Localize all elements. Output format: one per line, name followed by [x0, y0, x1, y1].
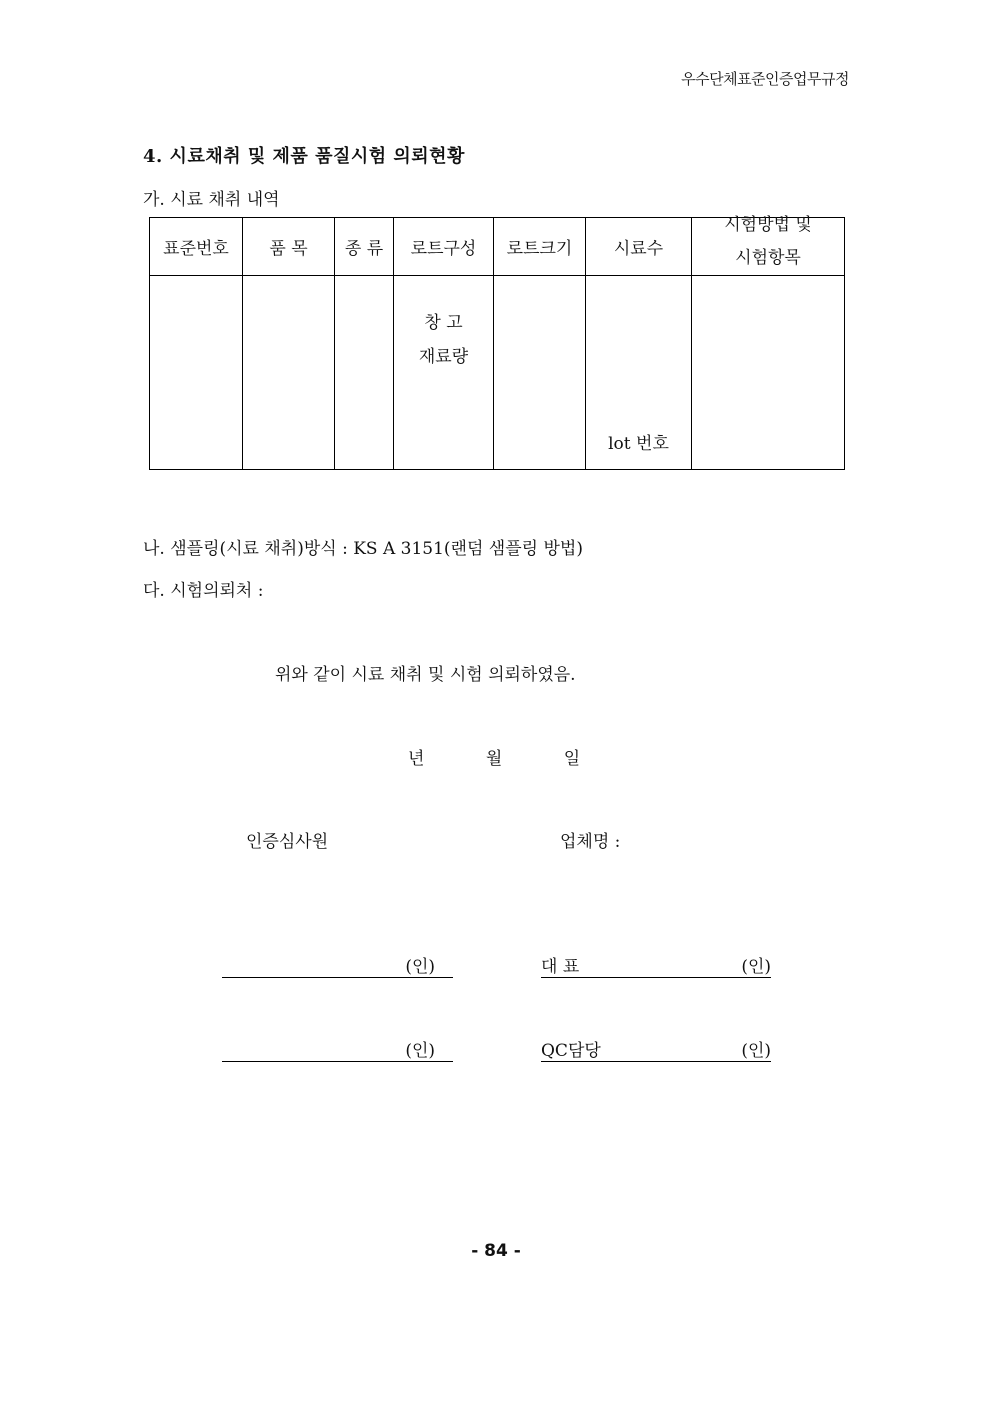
inspector-label: 인증심사원: [246, 832, 329, 852]
qc-manager-label: QC담당: [541, 1041, 601, 1061]
date-month: 월: [485, 749, 503, 769]
representative-label: 대 표: [541, 957, 580, 977]
lot-composition-line1: 창 고: [424, 313, 463, 333]
date-line: [408, 744, 580, 769]
sample-table: [149, 214, 845, 470]
seal-mark: (인): [741, 1041, 771, 1061]
seal-mark: (인): [741, 957, 771, 977]
page-number: - 84 -: [471, 1241, 521, 1261]
qc-signature-line[interactable]: [541, 1037, 771, 1062]
inspector-signature-line-2[interactable]: [222, 1037, 453, 1062]
seal-mark: (인): [405, 1041, 435, 1061]
cell-lot-size[interactable]: [494, 276, 586, 470]
header-type: 종 류: [335, 218, 394, 276]
table-header-row: [150, 218, 845, 276]
representative-signature-line[interactable]: [541, 953, 771, 978]
lot-number-label: lot 번호: [608, 434, 669, 454]
date-day: 일: [563, 749, 581, 769]
header-sample-count: 시료수: [586, 218, 692, 276]
section-title: 4. 시료채취 및 제품 품질시험 의뢰현황: [143, 146, 465, 167]
cell-standard-number[interactable]: [150, 276, 243, 470]
subsection-a-label: 가. 시료 채취 내역: [143, 190, 280, 210]
cell-test-method[interactable]: [692, 276, 845, 470]
header-test-method-line2: 시험항목: [735, 247, 801, 268]
statement-text: 위와 같이 시료 채취 및 시험 의뢰하였음.: [275, 665, 576, 685]
inspector-signature-line-1[interactable]: [222, 953, 453, 978]
header-test-method: [692, 214, 845, 276]
subsection-c-label: 다. 시험의뢰처 :: [143, 581, 264, 601]
header-item: 품 목: [243, 218, 335, 276]
subsection-b-label: 나. 샘플링(시료 채취)방식 : KS A 3151(랜덤 샘플링 방법): [143, 539, 583, 559]
lot-composition-line2: 재료량: [418, 347, 469, 367]
table-row: [150, 276, 845, 470]
company-name-label: 업체명 :: [560, 832, 621, 852]
seal-mark: (인): [405, 957, 435, 977]
header-lot-composition: 로트구성: [394, 218, 494, 276]
cell-item[interactable]: [243, 276, 335, 470]
cell-lot-composition[interactable]: [394, 276, 494, 470]
document-header-title: 우수단체표준인증업무규정: [681, 70, 849, 88]
header-standard-number: 표준번호: [150, 218, 243, 276]
date-year: 년: [408, 749, 425, 769]
header-test-method-line1: 시험방법 및: [724, 214, 812, 235]
cell-type[interactable]: [335, 276, 394, 470]
cell-sample-count[interactable]: [586, 276, 692, 470]
header-lot-size: 로트크기: [494, 218, 586, 276]
